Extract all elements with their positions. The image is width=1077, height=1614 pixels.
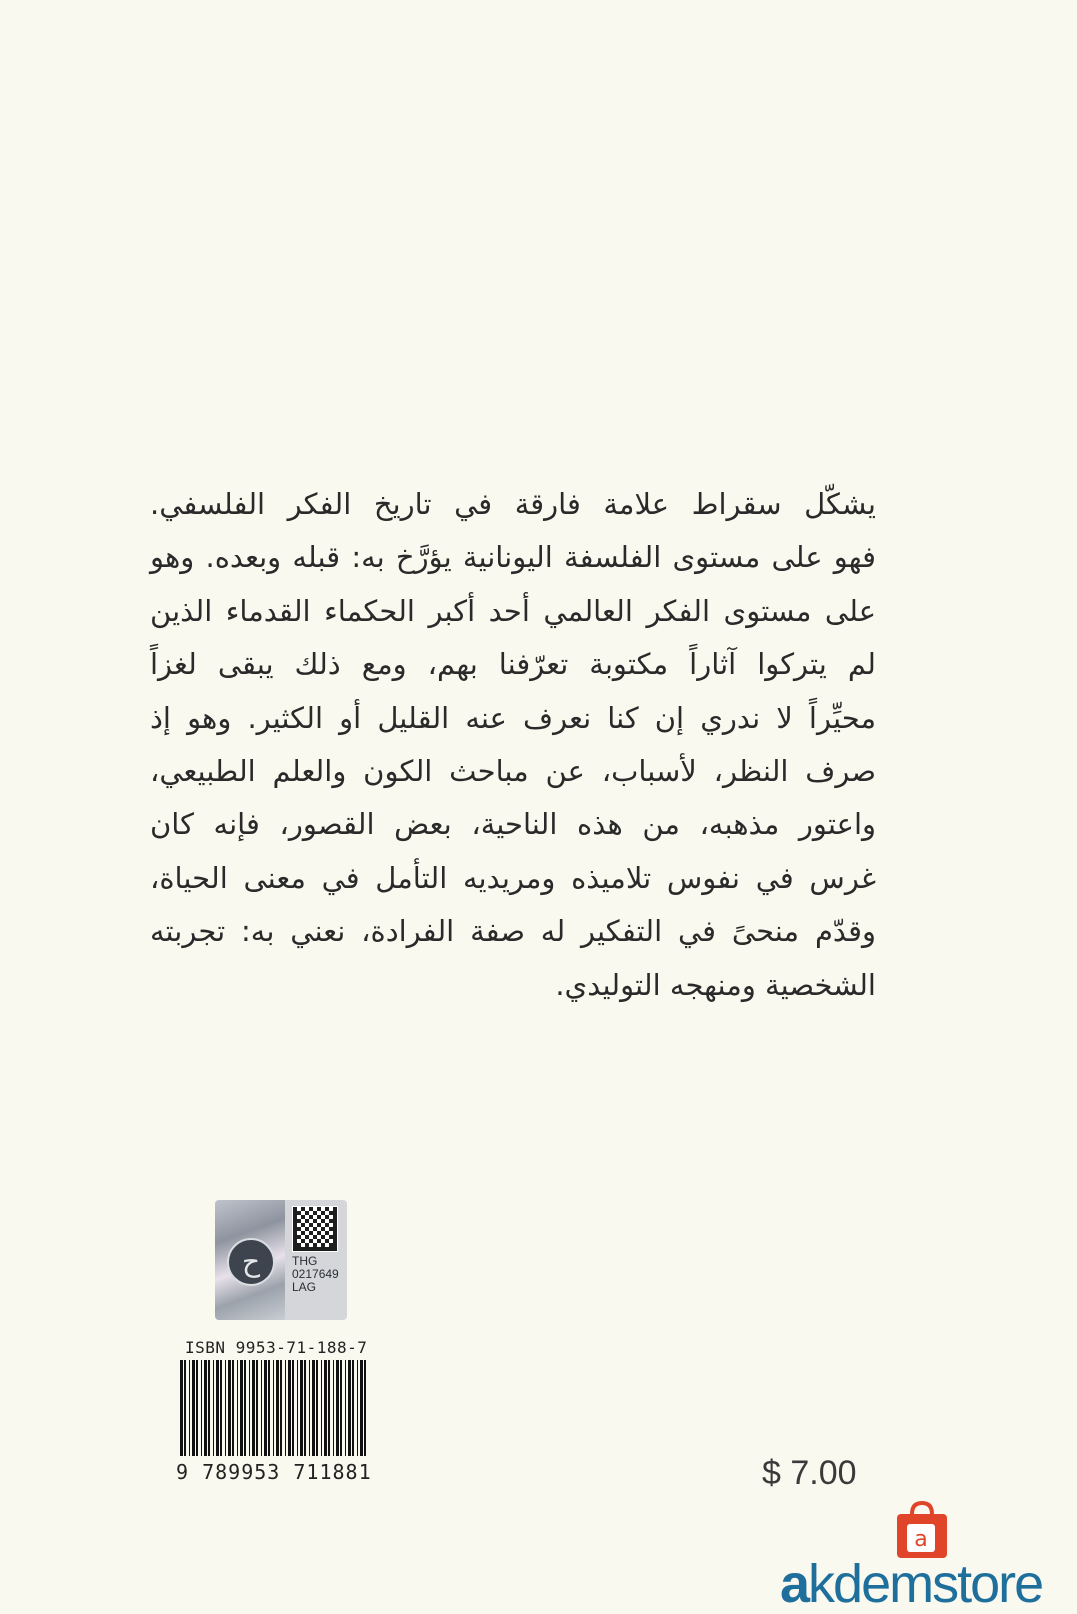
barcode-bar (213, 1360, 214, 1456)
barcode-bar (261, 1360, 262, 1456)
shopping-bag-icon (893, 1500, 951, 1560)
barcode-bar (240, 1360, 243, 1456)
blurb-line-8: غرس في نفوس تلاميذه ومريديه التأمل في معنى الحياة، (150, 860, 876, 895)
barcode-bar (357, 1360, 358, 1456)
sticker-code (292, 1255, 339, 1294)
barcode-bar (216, 1360, 219, 1456)
barcode-bar (321, 1360, 322, 1456)
sticker-code-line-3: LAG (292, 1280, 317, 1294)
barcode-bar (220, 1360, 222, 1456)
barcode-bar (268, 1360, 270, 1456)
svg-text:a: a (914, 1527, 928, 1552)
barcode-bar (328, 1360, 330, 1456)
barcode-bar (304, 1360, 306, 1456)
sticker-code-line-2: 0217649 (292, 1267, 339, 1281)
hologram-logo-icon: ح (227, 1238, 275, 1286)
datamatrix-cell (333, 1247, 337, 1251)
datamatrix-code-icon (292, 1206, 338, 1252)
barcode-bar (264, 1360, 267, 1456)
barcode-bar (244, 1360, 246, 1456)
barcode-bar (273, 1360, 274, 1456)
barcode-bar (324, 1360, 327, 1456)
barcode-bar (312, 1360, 315, 1456)
blurb-line-3: على مستوى الفكر العالمي أحد أكبر الحكماء القدماء الذين (150, 593, 876, 628)
back-cover-blurb (150, 478, 876, 1012)
price: $ 7.00 (762, 1454, 857, 1492)
sticker-code-line-1: THG (292, 1254, 318, 1268)
barcode-bar (228, 1360, 231, 1456)
barcode-bar (208, 1360, 210, 1456)
barcode-bar (297, 1360, 298, 1456)
barcode-bar (256, 1360, 258, 1456)
barcode-bar (345, 1360, 346, 1456)
barcode-bar (292, 1360, 294, 1456)
barcode-bar (276, 1360, 279, 1456)
blurb-line-4: لم يتركوا آثاراً مكتوبة تعرّفنا بهم، ومع ذلك يبقى لغزاً (150, 647, 876, 682)
barcode-bar (280, 1360, 282, 1456)
barcode-bar (360, 1360, 363, 1456)
barcode-bar (348, 1360, 351, 1456)
blurb-line-10: الشخصية ومنهجه التوليدي. (555, 967, 876, 1002)
blurb-line-7: واعتور مذهبه، من هذه الناحية، بعض القصور، فإنه كان (150, 807, 876, 842)
store-logo-text: kdemstore (808, 1554, 1043, 1614)
store-logo (780, 1556, 1042, 1612)
barcode-bar (196, 1360, 198, 1456)
barcode-bar (204, 1360, 207, 1456)
barcode-bar (316, 1360, 318, 1456)
barcode-bar (225, 1360, 226, 1456)
barcode-digits: 9 789953 711881 (176, 1460, 372, 1484)
store-logo-a: a (780, 1554, 809, 1614)
barcode-bar (333, 1360, 334, 1456)
hologram-sticker (215, 1200, 347, 1320)
blurb-line-9: وقدّم منحىً في التفكير له صفة الفرادة، نعني به: تجربته (150, 914, 876, 949)
blurb-line-2: فهو على مستوى الفلسفة اليونانية يؤرَّخ به: قبله وبعده. وهو (150, 540, 876, 575)
barcode-bar (184, 1360, 186, 1456)
barcode-bar (300, 1360, 303, 1456)
barcode-bar (285, 1360, 286, 1456)
barcode-bar (352, 1360, 354, 1456)
blurb-line-1: يشكّل سقراط علامة فارقة في تاريخ الفكر الفلسفي. (150, 487, 876, 521)
barcode-bar (288, 1360, 291, 1456)
barcode-bar (336, 1360, 339, 1456)
barcode-bar (180, 1360, 183, 1456)
barcode-icon (178, 1360, 370, 1456)
barcode-bar (237, 1360, 238, 1456)
barcode-bar (232, 1360, 234, 1456)
barcode-bar (249, 1360, 250, 1456)
barcode-bar (340, 1360, 342, 1456)
barcode-bar (192, 1360, 195, 1456)
barcode-bar (364, 1360, 366, 1456)
blurb-line-5: محيِّراً لا ندري إن كنا نعرف عنه القليل أو الكثير. وهو إذ (150, 700, 876, 735)
barcode-bar (189, 1360, 190, 1456)
barcode-bar (201, 1360, 202, 1456)
hologram-icon (215, 1200, 285, 1320)
barcode-bar (309, 1360, 310, 1456)
barcode-bar (252, 1360, 255, 1456)
blurb-line-6: صرف النظر، لأسباب، عن مباحث الكون والعلم الطبيعي، (150, 753, 876, 788)
isbn-label: ISBN 9953-71-188-7 (185, 1338, 368, 1357)
